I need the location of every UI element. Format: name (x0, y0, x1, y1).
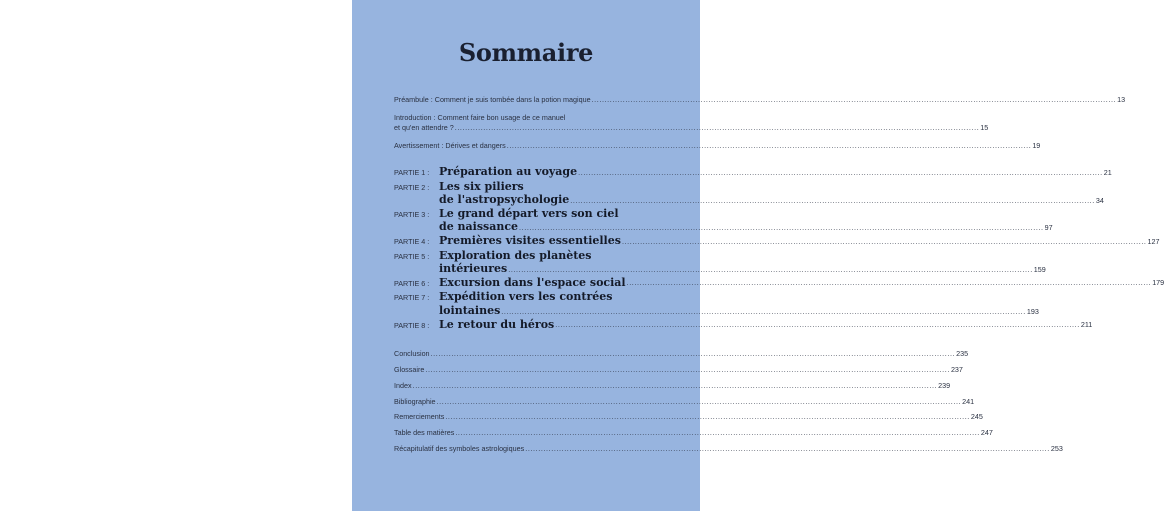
dot-leader (525, 441, 1050, 457)
contents-page (352, 0, 1164, 511)
part-title-row (439, 165, 1112, 179)
front-matter-item (394, 113, 989, 133)
dot-leader (627, 277, 1152, 289)
entry-text: Table des matières (394, 428, 455, 438)
page-title: Sommaire (458, 38, 594, 67)
page-number: 237 (950, 364, 963, 374)
part-item (394, 317, 1093, 333)
part-body (439, 180, 1104, 207)
part-body (439, 165, 1112, 179)
entry-text: Remerciements (394, 412, 445, 422)
part-title-line: Les six piliers (439, 179, 524, 193)
page-number: 239 (938, 380, 951, 390)
part-label: PARTIE 3 : (394, 209, 430, 219)
part-body (439, 249, 1046, 276)
part-body (439, 234, 1160, 248)
part-label: PARTIE 8 : (394, 320, 430, 330)
entry-text-line: Introduction : Comment faire bon usage de ce manuel (394, 113, 566, 122)
front-matter-list (394, 95, 1126, 151)
part-body (439, 276, 1164, 290)
page-number: 34 (1095, 195, 1104, 205)
front-matter-item (394, 95, 1126, 105)
dot-leader (455, 425, 980, 441)
part-title-line: Exploration des planètes (439, 248, 592, 262)
dot-leader (425, 362, 950, 378)
part-title-row (439, 304, 1039, 318)
dot-leader (622, 236, 1147, 248)
back-matter-item (394, 378, 951, 394)
dot-leader (578, 167, 1103, 179)
page-number: 97 (1044, 222, 1053, 232)
part-title-row (439, 276, 1164, 290)
part-item (394, 165, 1112, 180)
back-matter-item (394, 362, 963, 378)
part-item (394, 290, 1039, 317)
dot-leader (455, 123, 980, 133)
dot-leader (437, 394, 962, 410)
entry-text: et qu'en attendre ? (394, 123, 454, 132)
entry-text: intérieures (439, 262, 508, 276)
page-number: 211 (1080, 320, 1093, 330)
entry-text: Le retour du héros (439, 317, 555, 331)
part-item (394, 233, 1160, 249)
page-number: 193 (1026, 306, 1039, 316)
part-label: PARTIE 1 : (394, 168, 430, 177)
page-number: 19 (1032, 141, 1041, 150)
part-label: PARTIE 7 : (394, 293, 430, 303)
entry-text: Index (394, 380, 412, 390)
entry-text: Glossaire (394, 364, 425, 374)
part-title-row (439, 234, 1160, 248)
entry-text: Avertissement : Dérives et dangers (394, 141, 506, 150)
entry-text: de naissance (439, 220, 519, 234)
dot-leader (413, 378, 938, 394)
page-number: 127 (1147, 236, 1160, 246)
part-body (439, 318, 1092, 332)
entry-text: Premières visites essentielles (439, 233, 621, 247)
entry-row (394, 95, 1126, 105)
entry-text: Excursion dans l'espace social (439, 275, 626, 289)
part-title-line: Le grand départ vers son ciel (439, 206, 619, 220)
part-label: PARTIE 6 : (394, 278, 430, 288)
dot-leader (445, 409, 970, 425)
page-number: 13 (1117, 95, 1126, 104)
part-item (394, 275, 1164, 291)
part-title-row (439, 220, 1053, 234)
dot-leader (570, 195, 1095, 207)
entry-row (394, 141, 1041, 151)
part-title-row (439, 318, 1092, 332)
part-title-line: Expédition vers les contrées (439, 290, 613, 304)
table-of-contents (394, 95, 1164, 457)
back-matter-list (394, 346, 1063, 457)
part-body (439, 290, 1039, 317)
parts-list (394, 165, 1164, 332)
page-number: 247 (980, 428, 993, 438)
part-title-row (439, 193, 1104, 207)
dot-leader (508, 264, 1033, 276)
entry-text: Préparation au voyage (439, 165, 578, 178)
page-number: 253 (1050, 443, 1063, 453)
entry-text: lointaines (439, 303, 501, 317)
back-matter-item (394, 409, 983, 425)
dot-leader (592, 95, 1117, 105)
page-number: 179 (1152, 278, 1164, 288)
dot-leader (519, 222, 1044, 234)
part-label: PARTIE 2 : (394, 182, 430, 192)
part-title-row (439, 262, 1046, 276)
left-blank-page (0, 0, 352, 511)
dot-leader (555, 319, 1080, 331)
page-number: 159 (1033, 264, 1046, 274)
back-matter-item (394, 441, 1063, 457)
entry-text: Récapitulatif des symboles astrologiques (394, 443, 525, 453)
back-matter-item (394, 425, 993, 441)
part-label: PARTIE 4 : (394, 236, 430, 246)
part-label: PARTIE 5 : (394, 251, 430, 261)
back-matter-item (394, 346, 969, 362)
page-number: 245 (970, 412, 983, 422)
part-item (394, 179, 1104, 207)
page-number: 235 (956, 349, 969, 359)
part-item (394, 206, 1053, 234)
entry-text: Conclusion (394, 349, 430, 359)
part-body (439, 207, 1053, 234)
page-number: 241 (962, 396, 975, 406)
dot-leader (431, 346, 956, 362)
entry-text: Bibliographie (394, 396, 436, 406)
entry-row (394, 123, 989, 133)
part-item (394, 248, 1046, 276)
page-number: 21 (1103, 167, 1112, 177)
dot-leader (501, 306, 1026, 318)
dot-leader (507, 141, 1032, 151)
front-matter-item (394, 141, 1041, 151)
page-number: 15 (980, 123, 989, 132)
entry-text: de l'astropsychologie (439, 193, 570, 207)
entry-text: Préambule : Comment je suis tombée dans la potion magique (394, 95, 591, 104)
back-matter-item (394, 394, 975, 410)
